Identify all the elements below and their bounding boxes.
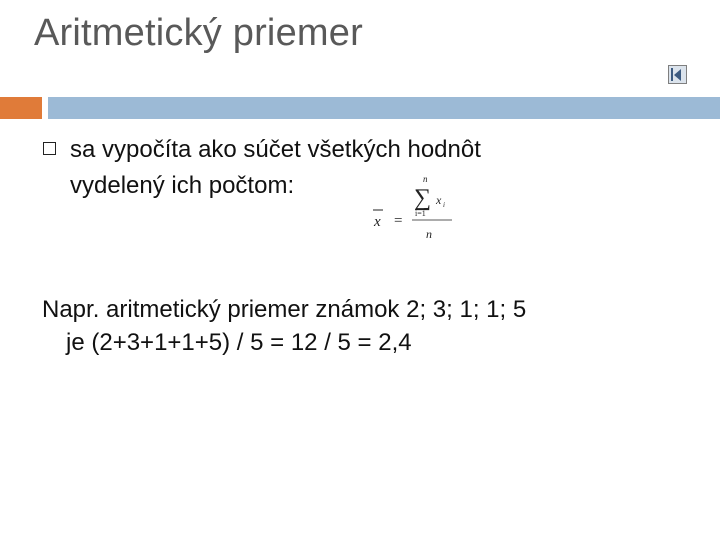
back-nav-button[interactable] — [668, 65, 687, 84]
mean-formula — [370, 172, 460, 244]
accent-bar-orange — [0, 97, 42, 119]
example-line-2: je (2+3+1+1+5) / 5 = 12 / 5 = 2,4 — [66, 329, 412, 356]
back-arrow-icon-bar — [671, 68, 673, 81]
formula-upper-limit: n — [423, 174, 428, 184]
formula-term: x — [436, 193, 442, 207]
formula-sigma: ∑ — [414, 185, 432, 211]
formula-equals: = — [394, 213, 403, 229]
formula-lhs: x — [374, 214, 381, 230]
formula-denominator: n — [426, 227, 432, 241]
example-paragraph — [42, 293, 682, 359]
back-arrow-icon — [674, 69, 681, 81]
bullet-square-icon — [43, 142, 56, 155]
slide-title: Aritmetický priemer — [34, 12, 363, 54]
bullet-line-2: vydelený ich počtom: — [70, 172, 295, 199]
example-line-1: Napr. aritmetický priemer známok 2; 3; 1; 1; 5 — [42, 296, 527, 323]
formula-lower-limit: i=1 — [415, 209, 426, 218]
accent-bar-blue — [48, 97, 720, 119]
bullet-line-1: sa vypočíta ako súčet všetkých hodnôt — [70, 136, 481, 163]
formula-term-sub: i — [443, 201, 445, 209]
